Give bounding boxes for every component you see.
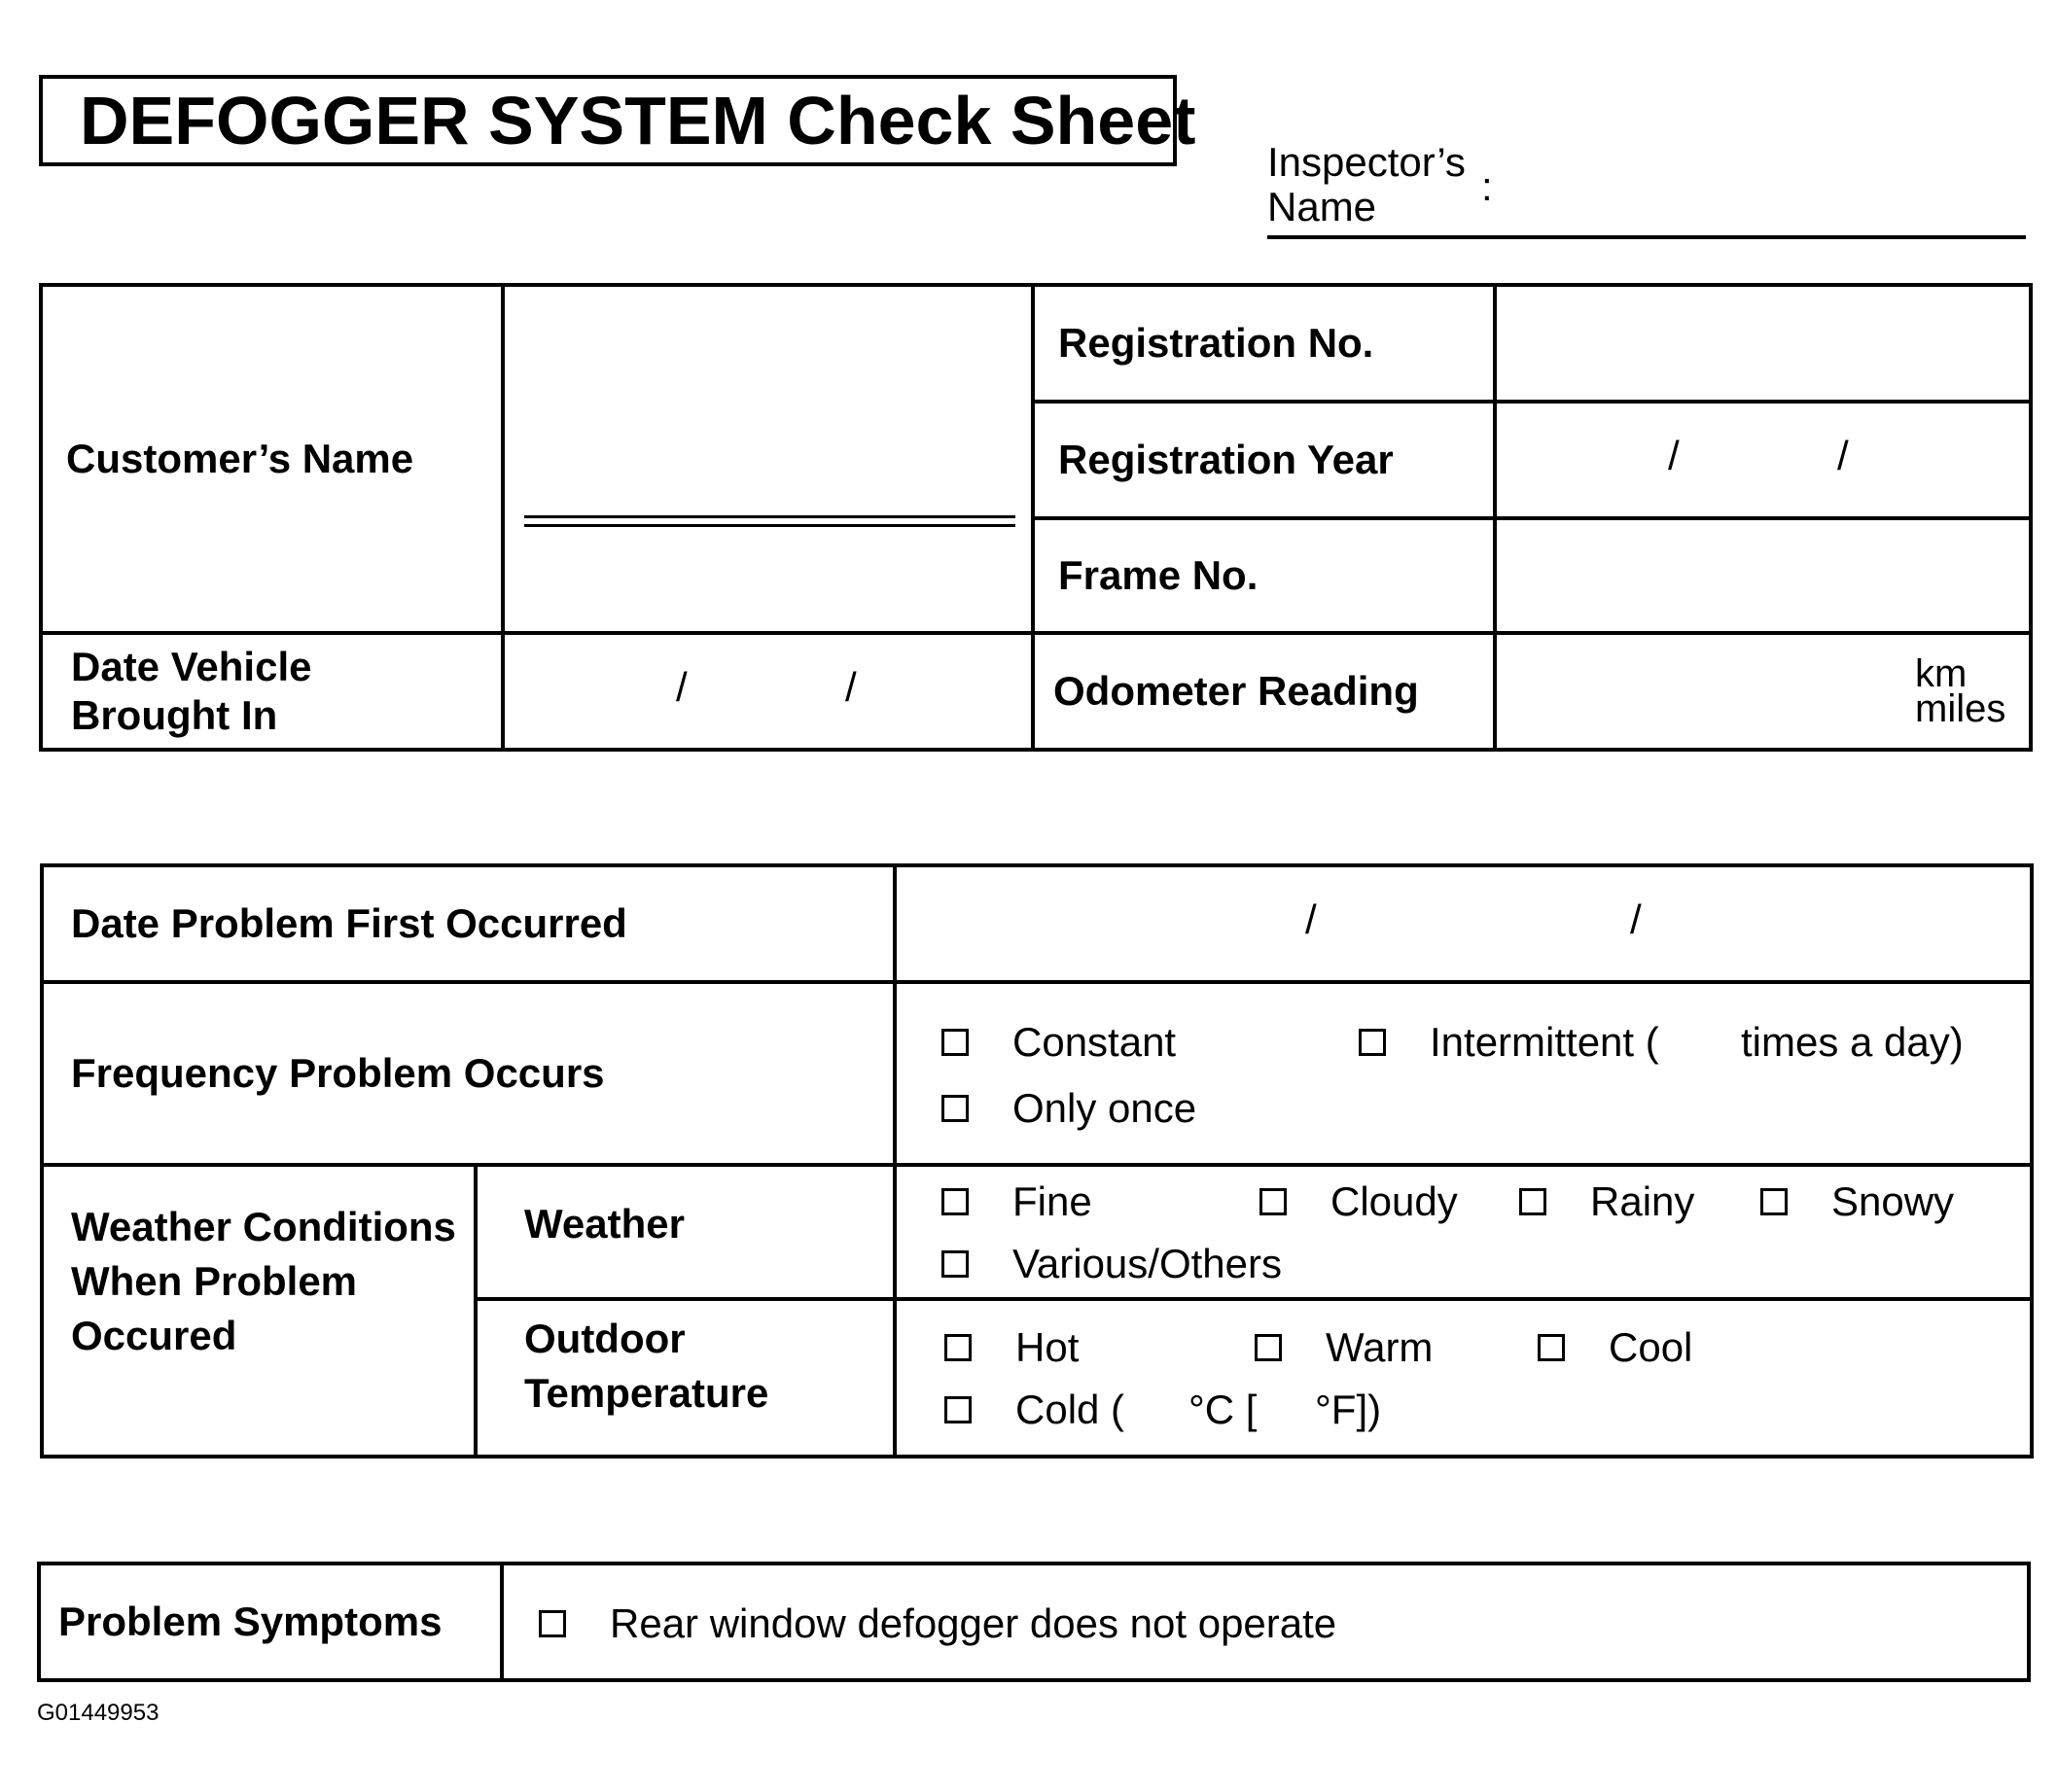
odometer-label: Odometer Reading xyxy=(1033,633,1495,750)
customer-name-double-underline xyxy=(524,515,1015,527)
weather-conditions-line2: When Problem xyxy=(71,1258,358,1304)
times-a-day-label: times a day) xyxy=(1741,1019,1964,1065)
date-first-occurred-field[interactable] xyxy=(895,865,2032,982)
only-once-checkbox[interactable] xyxy=(941,1095,969,1122)
rainy-checkbox[interactable] xyxy=(1519,1188,1546,1215)
intermittent-label: Intermittent ( xyxy=(1430,1019,1659,1065)
cold-label: Cold ( xyxy=(1015,1387,1125,1432)
frequency-only-once-option[interactable] xyxy=(941,1085,1196,1132)
date-brought-in-label xyxy=(41,633,503,750)
constant-label: Constant xyxy=(1012,1019,1177,1065)
odometer-unit-miles: miles xyxy=(1915,687,2006,730)
various-checkbox[interactable] xyxy=(941,1250,969,1278)
cloudy-label: Cloudy xyxy=(1330,1178,1458,1224)
defogger-not-operate-label: Rear window defogger does not operate xyxy=(610,1600,1337,1646)
temperature-warm-option[interactable] xyxy=(1255,1324,1433,1371)
warm-label: Warm xyxy=(1326,1324,1434,1370)
frequency-label: Frequency Problem Occurs xyxy=(42,982,895,1165)
fahrenheit-label: °F]) xyxy=(1315,1387,1382,1432)
weather-rainy-option[interactable] xyxy=(1519,1178,1694,1225)
date-first-occurred-slash-1: / xyxy=(1305,896,1317,942)
cloudy-checkbox[interactable] xyxy=(1259,1188,1287,1215)
cool-label: Cool xyxy=(1609,1324,1693,1370)
registration-year-field[interactable] xyxy=(1495,402,2031,518)
defogger-not-operate-checkbox[interactable] xyxy=(539,1610,566,1637)
inspector-colon: : xyxy=(1481,163,1493,209)
registration-year-slash-1: / xyxy=(1668,433,1680,478)
registration-no-label: Registration No. xyxy=(1033,285,1495,402)
cool-checkbox[interactable] xyxy=(1538,1334,1565,1361)
problem-symptoms-table xyxy=(37,1562,2031,1682)
weather-options xyxy=(895,1165,2032,1299)
inspector-label-line1: Inspector’s xyxy=(1267,139,1466,185)
date-brought-in-line1: Date Vehicle xyxy=(71,644,312,689)
fine-checkbox[interactable] xyxy=(941,1188,969,1215)
frequency-intermittent-option[interactable] xyxy=(1359,1019,1659,1066)
cold-checkbox[interactable] xyxy=(944,1396,972,1423)
warm-checkbox[interactable] xyxy=(1255,1334,1282,1361)
weather-cloudy-option[interactable] xyxy=(1259,1178,1458,1225)
inspector-name-label xyxy=(1267,140,1466,229)
problem-conditions-table xyxy=(40,863,2034,1458)
outdoor-temperature-line2: Temperature xyxy=(524,1370,769,1416)
vehicle-info-table xyxy=(39,283,2033,752)
weather-conditions-line3: Occured xyxy=(71,1313,237,1358)
weather-fine-option[interactable] xyxy=(941,1178,1092,1225)
temperature-cool-option[interactable] xyxy=(1538,1324,1692,1371)
weather-conditions-label xyxy=(42,1165,476,1457)
date-brought-in-slash-2: / xyxy=(845,664,857,710)
odometer-unit-km: km xyxy=(1915,652,1968,695)
weather-conditions-line1: Weather Conditions xyxy=(71,1204,456,1249)
registration-year-slash-2: / xyxy=(1837,433,1849,478)
frequency-constant-option[interactable] xyxy=(941,1019,1176,1066)
constant-checkbox[interactable] xyxy=(941,1029,969,1056)
fine-label: Fine xyxy=(1012,1178,1092,1224)
date-first-occurred-label: Date Problem First Occurred xyxy=(42,865,895,982)
registration-no-field[interactable] xyxy=(1495,285,2031,402)
frequency-options xyxy=(895,982,2032,1165)
page-title xyxy=(39,75,1196,166)
various-label: Various/Others xyxy=(1012,1241,1282,1286)
weather-label: Weather xyxy=(476,1165,895,1299)
date-brought-in-slash-1: / xyxy=(676,664,688,710)
registration-year-label: Registration Year xyxy=(1033,402,1495,518)
customer-name-label: Customer’s Name xyxy=(41,285,503,633)
page-title-text: DEFOGGER SYSTEM Check Sheet xyxy=(80,83,1196,158)
odometer-units xyxy=(1915,652,2006,730)
temperature-hot-option[interactable] xyxy=(944,1324,1079,1371)
weather-snowy-option[interactable] xyxy=(1760,1178,1954,1225)
problem-symptoms-options xyxy=(502,1564,2029,1680)
problem-symptoms-label: Problem Symptoms xyxy=(39,1564,502,1680)
defogger-not-operate-option[interactable] xyxy=(539,1600,1336,1647)
date-first-occurred-slash-2: / xyxy=(1630,896,1642,942)
snowy-label: Snowy xyxy=(1831,1178,1955,1224)
inspector-label-line2: Name xyxy=(1267,184,1377,229)
hot-checkbox[interactable] xyxy=(944,1334,972,1361)
hot-label: Hot xyxy=(1015,1324,1080,1370)
frame-no-label: Frame No. xyxy=(1033,518,1495,633)
intermittent-checkbox[interactable] xyxy=(1359,1029,1386,1056)
only-once-label: Only once xyxy=(1012,1085,1197,1131)
rainy-label: Rainy xyxy=(1590,1178,1695,1224)
temperature-cold-option[interactable] xyxy=(944,1387,1124,1433)
odometer-field[interactable] xyxy=(1495,633,2031,750)
outdoor-temperature-line1: Outdoor xyxy=(524,1316,686,1361)
outdoor-temperature-label xyxy=(476,1299,895,1457)
date-brought-in-field[interactable] xyxy=(503,633,1033,750)
inspector-name-field[interactable] xyxy=(1267,235,2026,239)
weather-various-option[interactable] xyxy=(941,1241,1282,1287)
customer-name-field[interactable] xyxy=(503,285,1033,633)
figure-code: G01449953 xyxy=(37,1700,160,1726)
celsius-label: °C [ xyxy=(1188,1387,1258,1432)
frame-no-field[interactable] xyxy=(1495,518,2031,633)
temperature-options xyxy=(895,1299,2032,1457)
date-brought-in-line2: Brought In xyxy=(71,692,278,738)
snowy-checkbox[interactable] xyxy=(1760,1188,1788,1215)
